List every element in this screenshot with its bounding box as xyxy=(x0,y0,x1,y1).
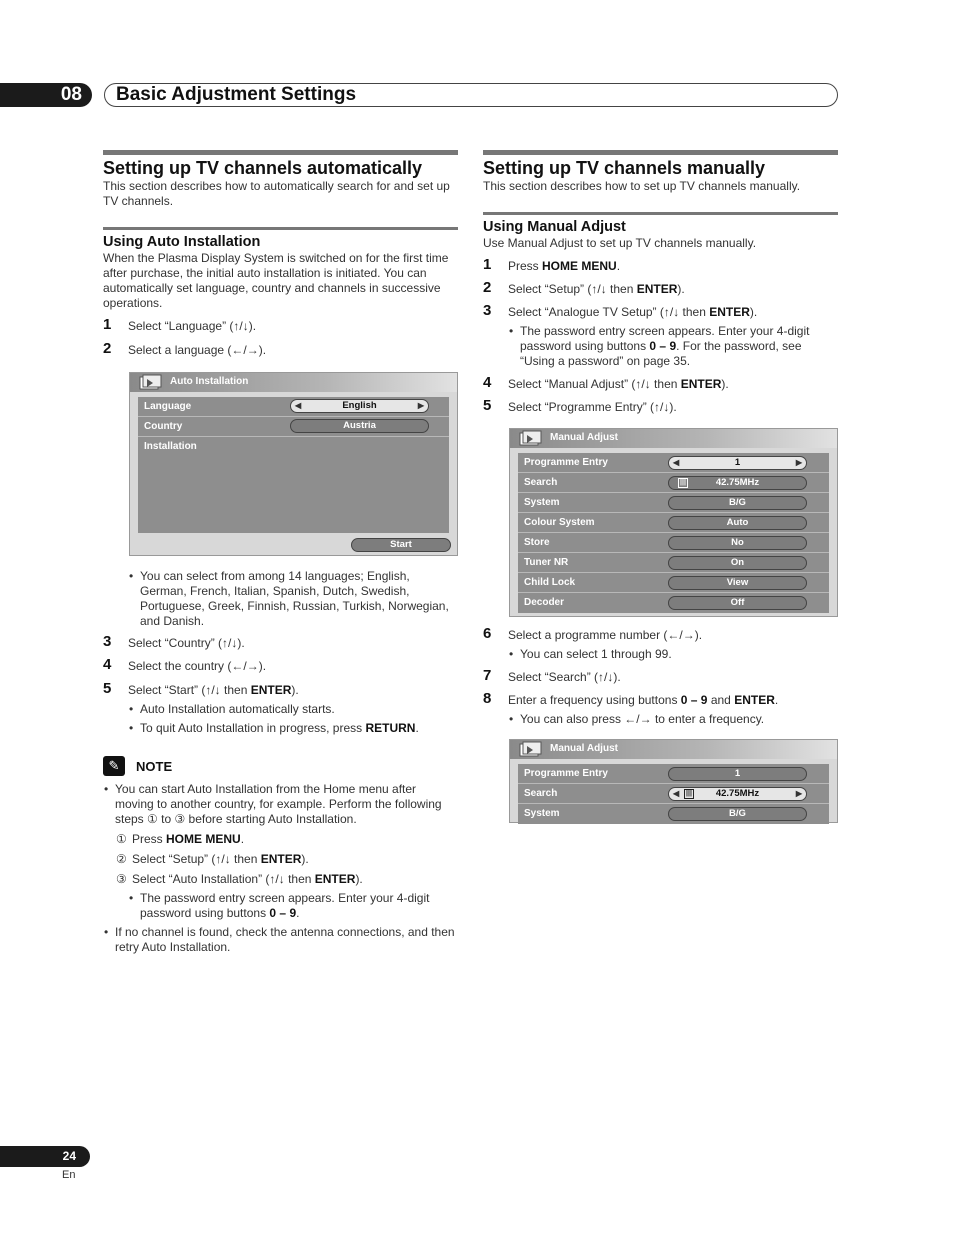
osd-title-text: Manual Adjust xyxy=(550,432,618,443)
keypad-icon: ||| xyxy=(678,478,688,488)
step-6: 6 Select a programme number (←/→). xyxy=(483,625,703,642)
section-lead-auto: This section describes how to automatically search for and set up TV channels. xyxy=(103,179,450,208)
step-5: 5 Select “Programme Entry” (↑/↓). xyxy=(483,397,677,414)
section-title-auto: Setting up TV channels automatically xyxy=(103,150,458,179)
bullet-password: • The password entry screen appears. Enter your 4-digit password using buttons 0 – 9. For the password, see “Using a password” on page 35. xyxy=(509,324,810,368)
osd-row-store[interactable]: Store No xyxy=(518,533,829,553)
auto-installation-screen xyxy=(129,372,458,556)
arrow-left-icon[interactable]: ◀ xyxy=(673,789,680,798)
colour-system-selector[interactable]: Auto xyxy=(668,516,807,530)
note-substep-2: ② Select “Setup” (↑/↓ then ENTER). xyxy=(116,852,309,866)
note-substep-3: ③ Select “Auto Installation” (↑/↓ then ENTER). xyxy=(116,872,363,886)
osd-row-search[interactable]: Search ◀ ||| 42.75MHz ▶ xyxy=(518,784,829,804)
right-column xyxy=(483,150,838,823)
osd-row-colour-system[interactable]: Colour System Auto xyxy=(518,513,829,533)
start-button-label: Start xyxy=(390,539,412,550)
subsection-title-auto-installation: Using Auto Installation xyxy=(103,227,458,251)
osd-menu-panel xyxy=(518,453,829,613)
step-2-text: Select a language (←/→). xyxy=(128,343,267,357)
programme-entry-selector[interactable]: ◀ 1 ▶ xyxy=(668,456,807,470)
bullet-start: • Auto Installation automatically starts. xyxy=(129,702,335,716)
language-selector[interactable] xyxy=(290,399,429,413)
step-8: 8 Enter a frequency using buttons 0 – 9 and ENTER. xyxy=(483,690,779,707)
step-3: 3 Select “Analogue TV Setup” (↑/↓ then ENTER). xyxy=(483,302,758,319)
arrow-right-icon[interactable]: ▶ xyxy=(795,789,802,798)
osd-row-child-lock[interactable]: Child Lock View xyxy=(518,573,829,593)
child-lock-selector[interactable]: View xyxy=(668,576,807,590)
chapter-number: 08 xyxy=(0,83,92,107)
step-7: 7 Select “Search” (↑/↓). xyxy=(483,667,621,684)
keypad-icon: ||| xyxy=(684,789,694,799)
store-selector[interactable]: No xyxy=(668,536,807,550)
note-bullet-1: • You can start Auto Installation from the Home menu after moving to another country, for example. Perform the following steps ① to ③ before starting Auto Installation. xyxy=(104,782,442,826)
osd-row-programme-entry[interactable]: Programme Entry 1 xyxy=(518,764,829,784)
bullet-frequency: • You can also press ←/→ to enter a frequency. xyxy=(509,712,765,726)
section-title-manual: Setting up TV channels manually xyxy=(483,150,838,179)
auto-installation-intro: When the Plasma Display System is switched on for the first time after purchase, the initial auto installation is initiated. You can automatically set language, country and channels in successive operations. xyxy=(103,251,449,310)
manual-adjust-search-screen xyxy=(509,739,838,823)
country-value: Austria xyxy=(343,420,376,431)
note-header xyxy=(103,756,458,776)
note-bullet-2: • If no channel is found, check the antenna connections, and then retry Auto Installation. xyxy=(104,925,455,954)
pencil-icon: ✎ xyxy=(103,756,125,776)
arrow-right-icon[interactable]: ▶ xyxy=(795,458,802,467)
tv-icon xyxy=(518,430,544,447)
osd-title-text: Manual Adjust xyxy=(550,743,618,754)
osd-row-tuner-nr[interactable]: Tuner NR On xyxy=(518,553,829,573)
bullet-programme-range: • You can select 1 through 99. xyxy=(509,647,672,661)
manual-adjust-screen xyxy=(509,428,838,617)
page-number: 24 xyxy=(0,1146,90,1167)
bullet-languages: • You can select from among 14 languages; English, German, French, Italian, Spanish, Dutch, Swedish, Portuguese, Greek, Finnish, Russian, Turkish, Norwegian, and Danish. xyxy=(129,569,449,628)
page-language: En xyxy=(62,1169,76,1181)
step-1-text: Select “Language” (↑/↓). xyxy=(128,319,257,333)
osd-title-bar xyxy=(130,373,457,392)
step-3-text: Select “Country” (↑/↓). xyxy=(128,636,245,650)
manual-adjust-intro: Use Manual Adjust to set up TV channels manually. xyxy=(483,236,757,250)
osd-title-text: Auto Installation xyxy=(170,376,249,387)
language-value: English xyxy=(342,400,377,411)
arrow-right-icon[interactable]: ▶ xyxy=(417,401,424,410)
chapter-title: Basic Adjustment Settings xyxy=(104,83,838,107)
arrow-left-icon[interactable]: ◀ xyxy=(673,458,680,467)
step-2: 2 Select a language (←/→). xyxy=(103,340,267,357)
osd-menu-panel xyxy=(518,764,829,824)
programme-entry-selector[interactable]: 1 xyxy=(668,767,807,781)
step-4: 4 Select “Manual Adjust” (↑/↓ then ENTER). xyxy=(483,374,729,391)
osd-row-label: Installation xyxy=(144,441,197,452)
osd-row-decoder[interactable]: Decoder Off xyxy=(518,593,829,613)
system-selector[interactable]: B/G xyxy=(668,496,807,510)
bullet-quit: • To quit Auto Installation in progress, press RETURN. xyxy=(129,721,419,735)
osd-row-search[interactable]: Search ||| 42.75MHz xyxy=(518,473,829,493)
osd-row-system[interactable]: System B/G xyxy=(518,804,829,824)
start-button[interactable] xyxy=(351,538,451,552)
bullet-text: You can select from among 14 languages; English, German, French, Italian, Spanish, Dutch, Swedish, Portuguese, Greek, Finnish, Russian, Turkish, Norwegian, and Danish. xyxy=(140,569,449,628)
step-1: 1 Select “Language” (↑/↓). xyxy=(103,316,257,333)
note-label: NOTE xyxy=(136,758,173,774)
left-column xyxy=(103,150,458,955)
country-selector[interactable] xyxy=(290,419,429,433)
note-password-bullet: • The password entry screen appears. Enter your 4-digit password using buttons 0 – 9. xyxy=(129,891,430,920)
system-selector[interactable]: B/G xyxy=(668,807,807,821)
tv-icon xyxy=(518,741,544,758)
search-frequency-field[interactable]: ||| 42.75MHz xyxy=(668,476,807,490)
osd-row-country[interactable] xyxy=(138,417,449,437)
osd-row-language[interactable] xyxy=(138,397,449,417)
step-4-text: Select the country (←/→). xyxy=(128,659,267,673)
osd-menu-panel xyxy=(138,397,449,533)
step-1: 1 Press HOME MENU. xyxy=(483,256,621,273)
tv-icon xyxy=(138,374,164,391)
note-substep-1: ① Press HOME MENU. xyxy=(116,832,245,846)
step-5: 5 Select “Start” (↑/↓ then ENTER). xyxy=(103,680,299,697)
osd-row-label: Language xyxy=(144,401,192,412)
step-4: 4 Select the country (←/→). xyxy=(103,656,267,673)
osd-title-bar xyxy=(510,740,837,759)
decoder-selector[interactable]: Off xyxy=(668,596,807,610)
osd-row-installation[interactable] xyxy=(138,437,449,457)
step-2: 2 Select “Setup” (↑/↓ then ENTER). xyxy=(483,279,685,296)
osd-title-bar xyxy=(510,429,837,448)
osd-row-system[interactable]: System B/G xyxy=(518,493,829,513)
section-lead-manual: This section describes how to set up TV channels manually. xyxy=(483,179,801,193)
search-frequency-field[interactable]: ◀ ||| 42.75MHz ▶ xyxy=(668,787,807,801)
osd-row-programme-entry[interactable]: Programme Entry ◀ 1 ▶ xyxy=(518,453,829,473)
osd-row-label: Country xyxy=(144,421,183,432)
tuner-nr-selector[interactable]: On xyxy=(668,556,807,570)
step-3: 3 Select “Country” (↑/↓). xyxy=(103,633,245,650)
arrow-left-icon[interactable]: ◀ xyxy=(295,401,302,410)
subsection-title-manual-adjust: Using Manual Adjust xyxy=(483,212,838,236)
